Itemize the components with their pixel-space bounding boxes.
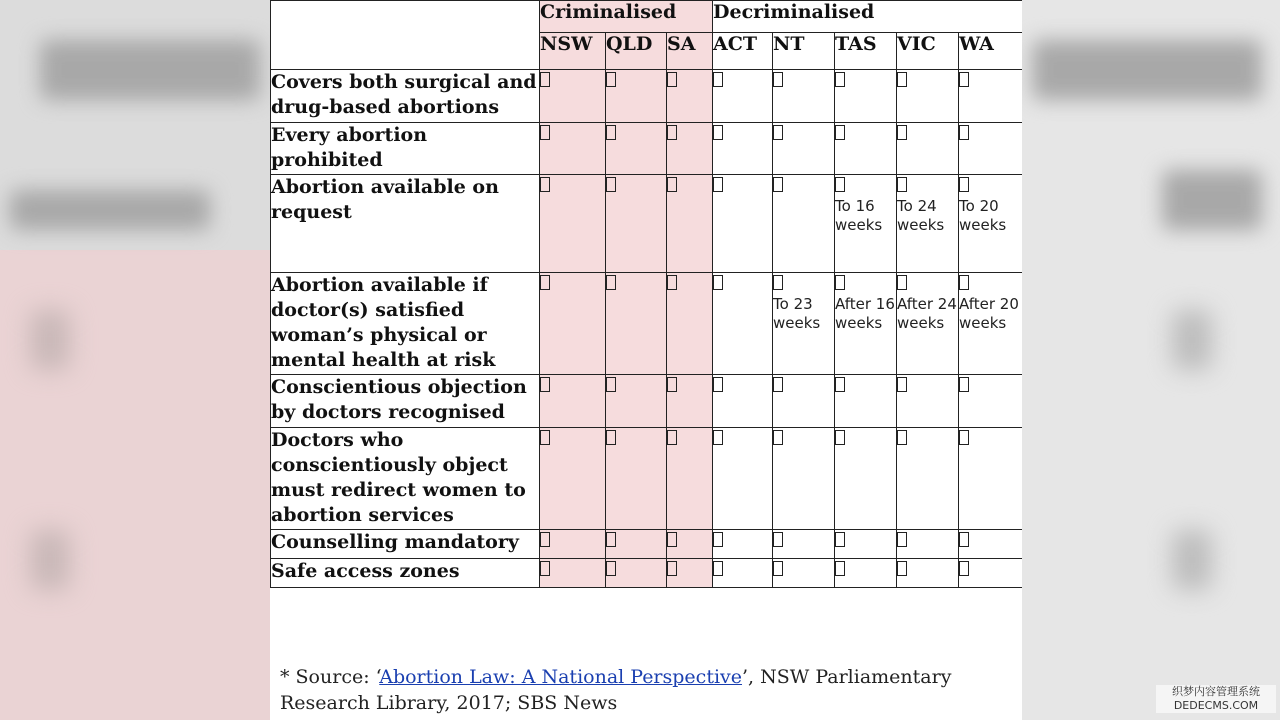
table-cell [959,273,1022,375]
cell-mark-icon [606,561,616,576]
source-link[interactable]: Abortion Law: A National Perspective [379,666,743,688]
state-header: QLD [606,32,667,69]
cell-mark-icon [835,125,845,140]
table-cell [959,123,1022,175]
cell-mark-icon [773,532,783,547]
state-header: WA [959,32,1022,69]
cell-mark-icon [773,377,783,392]
table-cell [897,175,959,273]
cell-mark-icon [959,72,969,87]
state-header: NT [773,32,835,69]
table-row [271,123,1023,175]
cell-mark-icon [897,125,907,140]
table-cell [835,70,897,123]
state-header: ACT [713,32,773,69]
row-label: Abortion available on request [271,175,540,273]
group-decriminalised: Decriminalised [713,1,1022,33]
table-cell [667,273,713,375]
cell-note: After 16 weeks [835,295,895,332]
state-header: TAS [835,32,897,69]
row-label: Counselling mandatory [271,530,540,559]
state-header: SA [667,32,713,69]
table-cell [773,273,835,375]
table-cell [540,530,606,559]
cell-mark-icon [713,561,723,576]
table-cell [897,530,959,559]
cell-mark-icon [835,72,845,87]
cell-mark-icon [959,275,969,290]
table-cell [959,375,1022,428]
state-header: VIC [897,32,959,69]
cell-mark-icon [773,72,783,87]
cell-mark-icon [606,532,616,547]
cell-mark-icon [897,430,907,445]
cell-mark-icon [959,532,969,547]
corner-cell [271,1,540,70]
row-label: Covers both surgical and drug-based abortions [271,70,540,123]
abortion-law-table [270,0,1022,588]
group-criminalised: Criminalised [540,1,713,33]
cell-mark-icon [540,72,550,87]
row-label: Every abortion prohibited [271,123,540,175]
table-cell [540,375,606,428]
cell-mark-icon [667,177,677,192]
source-prefix: * Source: ‘ [280,666,380,688]
cell-mark-icon [713,532,723,547]
source-note [280,664,1012,716]
cell-note: To 23 weeks [773,295,821,332]
table-cell [606,375,667,428]
table-cell [897,123,959,175]
table-cell [713,70,773,123]
row-label: Abortion available if doctor(s) satisfied woman’s physical or mental health at risk [271,273,540,375]
table-cell [959,428,1022,530]
table-cell [713,273,773,375]
watermark-line1: 织梦内容管理系统 [1172,685,1260,698]
table-cell [540,273,606,375]
table-cell [606,123,667,175]
cell-mark-icon [667,125,677,140]
cell-mark-icon [667,532,677,547]
cell-mark-icon [667,561,677,576]
table-cell [773,175,835,273]
table-cell [959,530,1022,559]
table-cell [773,123,835,175]
cell-mark-icon [835,275,845,290]
state-header: NSW [540,32,606,69]
cell-mark-icon [897,532,907,547]
table-row [271,375,1023,428]
cell-mark-icon [959,430,969,445]
cell-note: To 20 weeks [959,197,1007,234]
cell-mark-icon [773,177,783,192]
blurred-background-right [1022,0,1280,720]
table-cell [667,175,713,273]
cell-note: To 24 weeks [897,197,945,234]
source-suffix: ’, NSW Parliamentary Research Library, 2017; SBS News [280,666,952,714]
table-cell [606,273,667,375]
cell-mark-icon [713,72,723,87]
cell-mark-icon [835,532,845,547]
table-row [271,428,1023,530]
cell-mark-icon [713,377,723,392]
table-row [271,273,1023,375]
table-cell [606,428,667,530]
table-cell [540,123,606,175]
table-cell [835,273,897,375]
cell-mark-icon [835,177,845,192]
table-cell [959,175,1022,273]
cell-mark-icon [897,377,907,392]
table-cell [713,559,773,588]
table-row [271,530,1023,559]
cell-mark-icon [959,177,969,192]
cell-mark-icon [667,430,677,445]
cell-note: To 16 weeks [835,197,883,234]
table-cell [606,175,667,273]
cell-mark-icon [713,125,723,140]
cell-mark-icon [540,125,550,140]
cell-mark-icon [835,430,845,445]
cell-mark-icon [606,125,616,140]
cell-mark-icon [540,377,550,392]
table-cell [606,559,667,588]
cell-mark-icon [540,177,550,192]
cell-mark-icon [897,72,907,87]
cell-note: After 24 weeks [897,295,957,332]
cell-mark-icon [959,377,969,392]
table-cell [773,530,835,559]
cell-mark-icon [897,561,907,576]
table-cell [959,70,1022,123]
cell-mark-icon [606,177,616,192]
table-cell [667,530,713,559]
cell-mark-icon [773,275,783,290]
watermark-line2: DEDECMS.COM [1173,699,1259,712]
cell-mark-icon [667,377,677,392]
watermark [1156,685,1276,713]
table-cell [897,375,959,428]
cell-mark-icon [606,430,616,445]
cell-mark-icon [835,561,845,576]
cell-mark-icon [540,561,550,576]
cell-mark-icon [667,275,677,290]
cell-mark-icon [897,275,907,290]
row-label: Doctors who conscientiously object must redirect women to abortion services [271,428,540,530]
cell-mark-icon [606,377,616,392]
blurred-background-left [0,0,270,720]
cell-mark-icon [667,72,677,87]
cell-mark-icon [713,275,723,290]
table-cell [773,375,835,428]
cell-mark-icon [773,430,783,445]
table-cell [835,530,897,559]
table-cell [713,375,773,428]
table-cell [773,70,835,123]
cell-mark-icon [606,72,616,87]
table-cell [667,428,713,530]
cell-mark-icon [959,125,969,140]
cell-mark-icon [540,430,550,445]
table-body [271,70,1023,588]
table-cell [835,123,897,175]
table-cell [667,559,713,588]
table-cell [713,175,773,273]
table-cell [713,123,773,175]
table-cell [667,123,713,175]
table-cell [897,559,959,588]
table-cell [835,559,897,588]
table-cell [606,70,667,123]
cell-mark-icon [959,561,969,576]
table-row [271,559,1023,588]
table-cell [897,273,959,375]
document-panel [270,0,1022,720]
table-cell [540,175,606,273]
row-label: Conscientious objection by doctors recognised [271,375,540,428]
table-cell [713,530,773,559]
cell-mark-icon [540,532,550,547]
table-row [271,70,1023,123]
table-cell [540,559,606,588]
table-cell [540,428,606,530]
row-label: Safe access zones [271,559,540,588]
table-cell [667,70,713,123]
cell-mark-icon [773,125,783,140]
table-cell [540,70,606,123]
cell-mark-icon [713,430,723,445]
table-cell [773,428,835,530]
table-cell [897,428,959,530]
table-cell [667,375,713,428]
table-cell [835,428,897,530]
cell-note: After 20 weeks [959,295,1019,332]
table-cell [773,559,835,588]
group-header-row [271,1,1023,33]
cell-mark-icon [835,377,845,392]
table-cell [835,375,897,428]
cell-mark-icon [773,561,783,576]
table-cell [606,530,667,559]
table-cell [897,70,959,123]
table-cell [835,175,897,273]
cell-mark-icon [540,275,550,290]
table-cell [713,428,773,530]
cell-mark-icon [897,177,907,192]
table-row [271,175,1023,273]
table-cell [959,559,1022,588]
cell-mark-icon [606,275,616,290]
cell-mark-icon [713,177,723,192]
